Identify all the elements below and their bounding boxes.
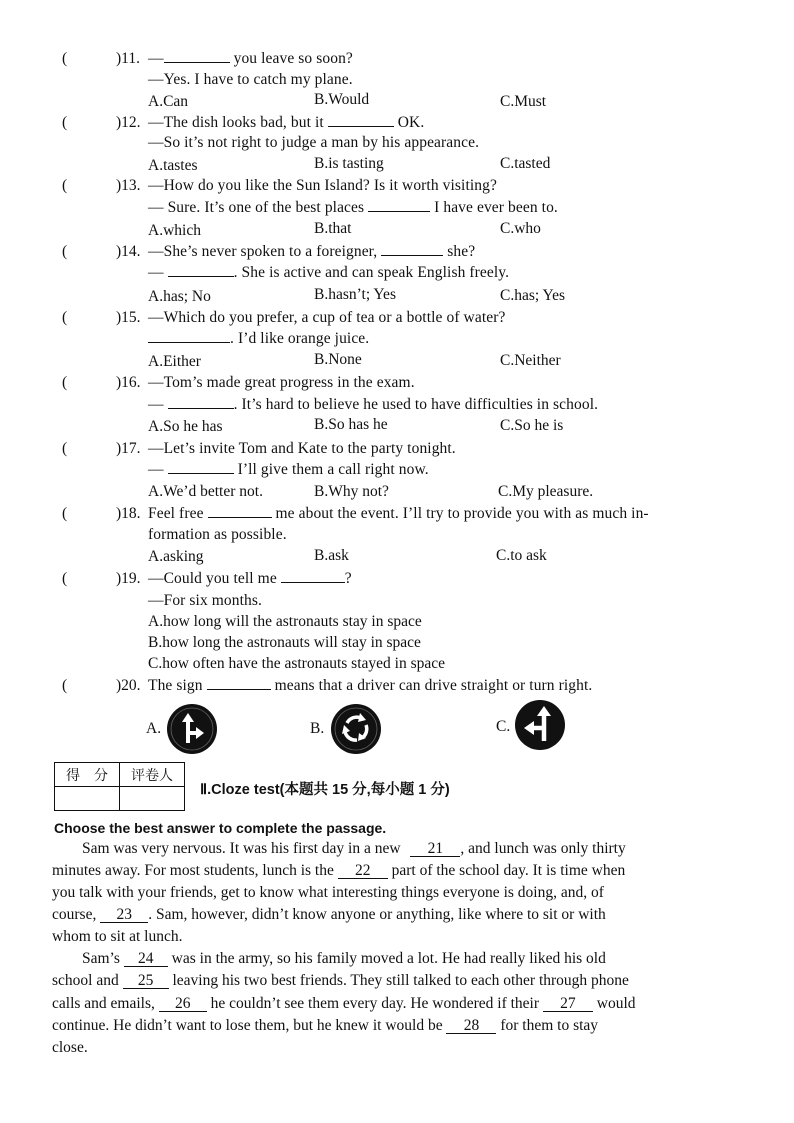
option-b[interactable]: B.None [314,351,362,368]
score-table [54,762,185,811]
passage-line: Sam’s 24 was in the army, so his family moved a lot. He had really liked his old [82,950,606,967]
cloze-blank-24[interactable]: 24 [124,951,168,967]
question-stem: — you leave so soon? [148,50,353,67]
passage-line: continue. He didn’t want to lose them, but he knew it would be 28 for them to stay [52,1017,599,1034]
answer-paren[interactable]: ( [62,114,68,131]
question-stem-continued: formation as possible. [148,526,287,543]
section-title: Ⅱ.Cloze test(本题共 15 分,每小题 1 分) [200,782,450,798]
option-a[interactable]: A.how long will the astronauts stay in space [148,613,422,630]
answer-blank[interactable] [328,114,394,127]
answer-blank[interactable] [168,461,234,474]
cloze-blank-25[interactable]: 25 [123,973,169,989]
option-a[interactable]: A.which [148,222,201,239]
passage-line: you talk with your friends, get to know what interesting things everyone is doing, and, of [52,884,604,901]
option-c[interactable]: C.Neither [500,352,561,369]
question-response: —So it’s not right to judge a man by his appearance. [148,134,480,151]
answer-blank[interactable] [208,505,272,518]
answer-paren[interactable]: ( [62,177,68,194]
option-c[interactable]: C.So he is [500,417,564,434]
question-number: )13. [116,177,141,194]
question-number: )12. [116,114,141,131]
option-b[interactable]: B.So has he [314,416,388,433]
question-response: — I’ll give them a call right now. [148,461,429,478]
question-response: —Yes. I have to catch my plane. [148,71,353,88]
answer-blank[interactable] [281,570,345,583]
option-c[interactable]: C.how often have the astronauts stayed in space [148,655,445,672]
option-a[interactable]: A.Either [148,353,201,370]
instructions: Choose the best answer to complete the passage. [54,820,387,836]
answer-paren[interactable]: ( [62,50,68,67]
question-response: . I’d like orange juice. [148,330,369,348]
option-c[interactable]: C.has; Yes [500,287,566,304]
question-number: )20. [116,677,141,694]
option-c[interactable]: C.tasted [500,155,551,172]
question-stem: The sign means that a driver can drive straight or turn right. [148,677,593,694]
option-a[interactable]: A.Can [148,93,189,110]
score-cell[interactable] [55,787,120,811]
option-b[interactable]: B.how long the astronauts will stay in space [148,634,421,651]
question-stem: —The dish looks bad, but it OK. [148,114,425,131]
question-number: )16. [116,374,141,391]
answer-paren[interactable]: ( [62,505,68,522]
question-response: —For six months. [148,592,262,609]
option-b[interactable]: B.is tasting [314,155,384,172]
grader-cell[interactable] [120,787,185,811]
option-c[interactable]: C.to ask [496,547,547,564]
straight-or-left-arrow-sign-icon[interactable] [514,699,566,751]
answer-blank[interactable] [164,50,230,63]
roundabout-sign-icon[interactable] [330,703,382,755]
option-b[interactable]: B. [310,720,325,737]
option-c[interactable]: C.who [500,220,541,237]
passage-line: course, 23 . Sam, however, didn’t know anyone or anything, like where to sit or with [52,906,606,923]
grader-header: 评卷人 [120,763,185,787]
option-b[interactable]: B.that [314,220,352,237]
answer-blank[interactable] [207,677,271,690]
question-stem: —Let’s invite Tom and Kate to the party tonight. [148,440,456,457]
cloze-blank-26[interactable]: 26 [159,996,207,1012]
answer-blank[interactable] [381,243,443,256]
score-header: 得 分 [55,763,120,787]
question-number: )17. [116,440,141,457]
question-stem: —Tom’s made great progress in the exam. [148,374,415,391]
question-number: )18. [116,505,141,522]
passage-line: minutes away. For most students, lunch is the 22 part of the school day. It is time when [52,862,626,879]
option-a[interactable]: A.tastes [148,157,198,174]
option-a[interactable]: A. [146,720,162,737]
question-number: )11. [116,50,140,67]
answer-paren[interactable]: ( [62,309,68,326]
question-response: — . She is active and can speak English freely. [148,264,510,281]
cloze-blank-27[interactable]: 27 [543,996,593,1012]
option-a[interactable]: A.has; No [148,288,211,305]
option-a[interactable]: A.asking [148,548,204,565]
cloze-blank-23[interactable]: 23 [100,907,148,923]
cloze-blank-21[interactable]: 21 [410,841,460,857]
answer-paren[interactable]: ( [62,677,68,694]
option-c[interactable]: C.My pleasure. [498,483,594,500]
question-number: )19. [116,570,141,587]
answer-blank[interactable] [168,264,234,277]
option-a[interactable]: A.We’d better not. [148,483,263,500]
question-stem: Feel free me about the event. I’ll try to provide you with as much in- [148,505,649,522]
passage-line: Sam was very nervous. It was his first day in a new 21 , and lunch was only thirty [82,840,626,857]
passage-line: calls and emails, 26 he couldn’t see them every day. He wondered if their 27 would [52,995,636,1012]
option-b[interactable]: B.ask [314,547,349,564]
question-stem: —How do you like the Sun Island? Is it worth visiting? [148,177,497,194]
option-c[interactable]: C. [496,718,511,735]
answer-blank[interactable] [368,199,430,212]
question-number: )14. [116,243,141,260]
passage-line: whom to sit at lunch. [52,928,183,945]
answer-paren[interactable]: ( [62,570,68,587]
straight-or-right-arrow-sign-icon[interactable] [166,703,218,755]
question-response: — . It’s hard to believe he used to have difficulties in school. [148,396,599,413]
option-a[interactable]: A.So he has [148,418,223,435]
question-number: )15. [116,309,141,326]
question-response: — Sure. It’s one of the best places I have ever been to. [148,199,558,216]
answer-paren[interactable]: ( [62,243,68,260]
answer-paren[interactable]: ( [62,374,68,391]
question-stem: —Could you tell me ? [148,570,352,587]
question-stem: —She’s never spoken to a foreigner, she? [148,243,476,260]
option-b[interactable]: B.Why not? [314,483,389,500]
cloze-blank-28[interactable]: 28 [446,1018,496,1034]
passage-line: school and 25 leaving his two best friends. They still talked to each other through phone [52,972,629,989]
option-b[interactable]: B.hasn’t; Yes [314,286,396,303]
answer-blank[interactable] [168,396,234,409]
answer-paren[interactable]: ( [62,440,68,457]
option-b[interactable]: B.Would [314,91,370,108]
question-stem: —Which do you prefer, a cup of tea or a bottle of water? [148,309,506,326]
cloze-blank-22[interactable]: 22 [338,863,388,879]
option-c[interactable]: C.Must [500,93,547,110]
answer-blank[interactable] [148,330,230,343]
passage-line: close. [52,1039,88,1056]
